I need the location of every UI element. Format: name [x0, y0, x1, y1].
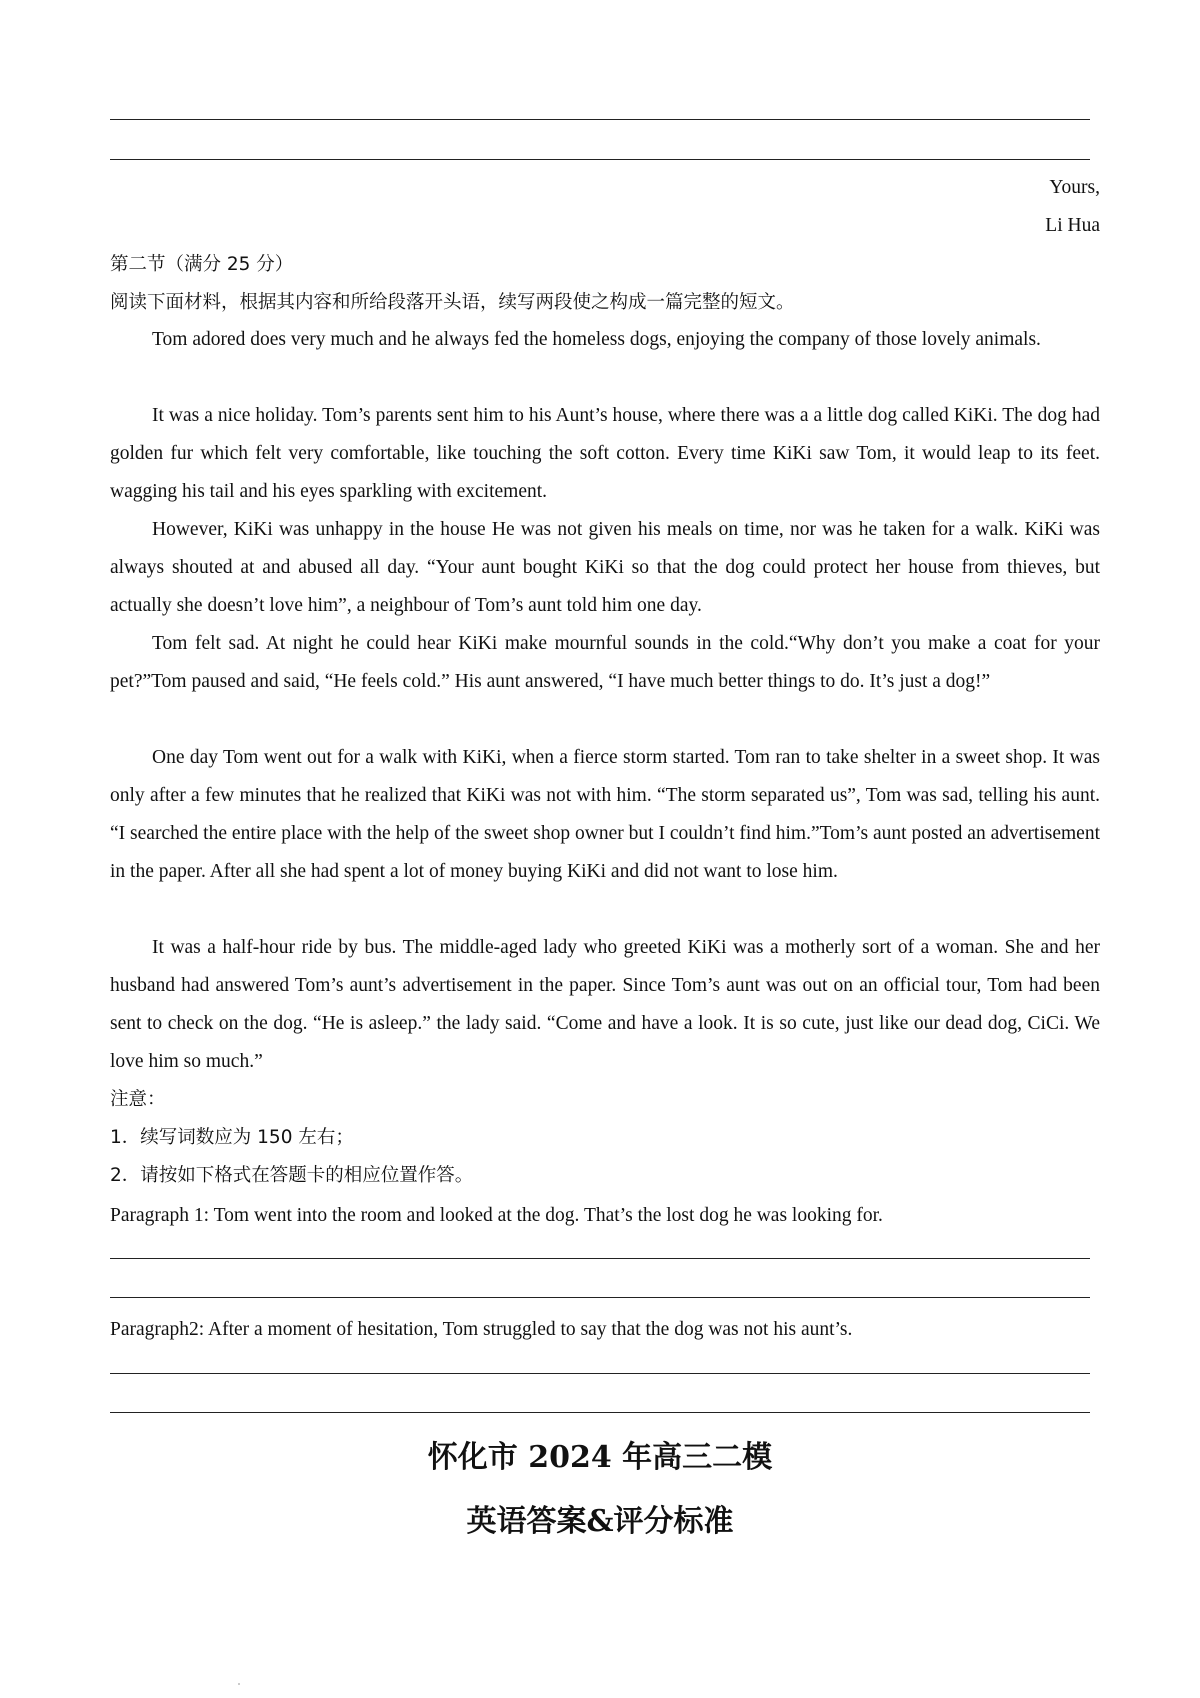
page-speck [238, 1683, 240, 1685]
note-item: 1．续写词数应为 150 左右； [110, 1127, 354, 1148]
paragraph1-prompt: Paragraph 1: Tom went into the room and looked at the dog. That’s the lost dog he was looking for. [110, 1205, 883, 1226]
section-instruction: 阅读下面材料，根据其内容和所给段落开头语，续写两段使之构成一篇完整的短文。 [110, 292, 795, 313]
answer-title: 怀化市 2024 年高三二模 [427, 1440, 773, 1475]
letter-signature: Li Hua [1045, 215, 1100, 236]
note-item: 2．请按如下格式在答题卡的相应位置作答。 [110, 1165, 474, 1186]
section-title: 第二节（满分 25 分） [110, 254, 294, 275]
writing-line [110, 1297, 1090, 1298]
story-paragraph: However, KiKi was unhappy in the house He was not given his meals on time, nor was he taken for a walk. KiKi was always shouted at and abused all day. “Your aunt bought KiKi so that the dog could protect her house from thieves, but actually she doesn’t love him”, a neighbour of Tom’s aunt told him one day. [110, 519, 1100, 616]
writing-line [110, 159, 1090, 160]
writing-line [110, 1373, 1090, 1374]
answer-subtitle: 英语答案&评分标准 [466, 1504, 734, 1539]
story-paragraph: It was a half-hour ride by bus. The middle-aged lady who greeted KiKi was a motherly sort of a woman. She and her husband had answered Tom’s aunt’s advertisement in the paper. Since Tom’s aunt was out on an official tour, Tom had been sent to check on the dog. “He is asleep.” the lady said. “Come and have a look. It is so cute, just like our dead dog, CiCi. We love him so much.” [110, 937, 1100, 1072]
story-paragraph: Tom adored does very much and he always fed the homeless dogs, enjoying the company of those lovely animals. [152, 329, 1041, 350]
story-paragraph: One day Tom went out for a walk with KiKi, when a fierce storm started. Tom ran to take shelter in a sweet shop. It was only after a few minutes that he realized that KiKi was not with him. “The storm separated us”, Tom was sad, telling his aunt. “I searched the entire place with the help of the sweet shop owner but I couldn’t find him.”Tom’s aunt posted an advertisement in the paper. After all she had spent a lot of money buying KiKi and did not want to lose him. [110, 747, 1100, 882]
letter-closing-yours: Yours, [1049, 177, 1100, 198]
notes-label: 注意： [110, 1089, 166, 1110]
story-paragraph: Tom felt sad. At night he could hear KiKi make mournful sounds in the cold.“Why don’t you make a coat for your pet?”Tom paused and said, “He feels cold.” His aunt answered, “I have much better things to do. It’s just a dog!” [110, 633, 1100, 692]
writing-line [110, 1258, 1090, 1259]
writing-line [110, 119, 1090, 120]
writing-line [110, 1412, 1090, 1413]
paragraph2-prompt: Paragraph2: After a moment of hesitation, Tom struggled to say that the dog was not his aunt’s. [110, 1319, 853, 1340]
story-paragraph: It was a nice holiday. Tom’s parents sent him to his Aunt’s house, where there was a a little dog called KiKi. The dog had golden fur which felt very comfortable, like touching the soft cotton. Every time KiKi saw Tom, it would leap to its feet. wagging his tail and his eyes sparkling with excitement. [110, 405, 1100, 502]
